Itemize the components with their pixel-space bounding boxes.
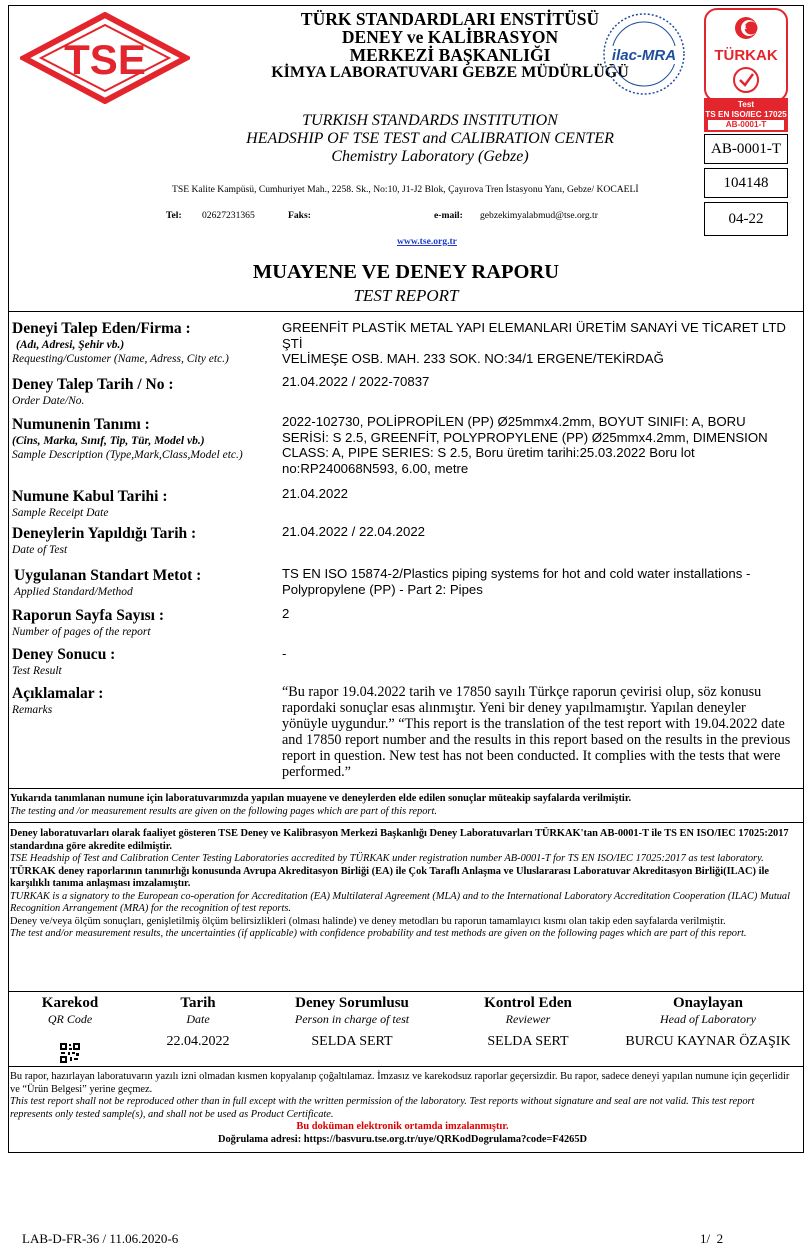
date-heading: Tarih <box>180 995 216 1011</box>
signature-reviewer <box>456 995 600 1050</box>
receipt-sub: Sample Receipt Date <box>12 507 109 519</box>
header-en-line2: HEADSHIP OF TSE TEST and CALIBRATION CENTER <box>246 130 614 147</box>
standard-value: TS EN ISO 15874-2/Plastics piping systems for hot and cold water installations - Polypropylene (PP) - Part 2: Pipes <box>282 566 751 597</box>
pages-label-group <box>12 607 282 639</box>
divider <box>8 311 804 312</box>
form-code: LAB-D-FR-36 / 11.06.2020-6 <box>22 1231 179 1246</box>
header-tr-line3: MERKEZİ BAŞKANLIĞI <box>349 45 551 65</box>
accreditation-number-box: AB-0001-T <box>704 134 788 164</box>
divider <box>8 822 804 823</box>
test-date-label-group <box>12 525 282 557</box>
address: TSE Kalite Kampüsü, Cumhuriyet Mah., 2258. Sk., No:10, J1-J2 Blok, Çayırova Tren İstasyonu Yanı, Gebze/ KOCAELİ <box>172 184 639 195</box>
note-uncertainty-tr: Deney ve/veya ölçüm sonuçları, genişletilmiş ölçüm belirsizlikleri (olması halinde) ve deney metodları bu raporun tamamlayıcı kısmı olan takip eden sayfalarda verilmiştir. <box>10 915 726 927</box>
receipt-label-group <box>12 488 282 520</box>
electronic-signature-note: Bu doküman elektronik ortamda imzalanmıştır. <box>296 1121 509 1132</box>
remarks-label-group <box>12 685 282 717</box>
note-results <box>10 793 795 818</box>
turkak-badge-line2: TS EN ISO/IEC 17025 <box>705 110 787 119</box>
footer-note-tr: Bu rapor, hazırlayan laboratuvarın yazılı izni olmadan kısmen kopyalanıp çoğaltılamaz. İmzasız ve karekodsuz raporlar geçersizdir. Bu rapor, sadece deneyi yapılan numune için geçerlidir ve “Ürün Belgesi” yerine geçmez. <box>10 1071 790 1095</box>
note-uncertainty-en: The test and/or measurement results, the uncertainties (if applicable) with confidence probability and test methods are given on the following pages which are part of this report. <box>10 928 747 939</box>
signature-qr <box>10 995 130 1068</box>
note-accreditation-tr: Deney laboratuvarları olarak faaliyet gösteren TSE Deney ve Kalibrasyon Merkezi Başkanlığı Deney Laboratuvarları TÜRKAK'tan AB-0001-T ile TS EN ISO/IEC 17025:2017 standardına göre akredite edilmiştir. <box>10 828 789 852</box>
note-results-en: The testing and /or measurement results are given on the following pages which are part of this report. <box>10 805 437 817</box>
sample-label: Numunenin Tanımı : <box>12 416 150 433</box>
turkak-logo-text: TÜRKAK <box>714 47 778 64</box>
header-tr-line4: KİMYA LABORATUVARI GEBZE MÜDÜRLÜĞÜ <box>271 64 629 81</box>
result-value: - <box>282 646 287 661</box>
customer-label-group <box>12 320 282 366</box>
reviewer-value: SELDA SERT <box>487 1034 569 1049</box>
head-of-lab-value: BURCU KAYNAR ÖZAŞIK <box>625 1034 791 1049</box>
pages-sub: Number of pages of the report <box>12 626 151 638</box>
header-tr-line1: TÜRK STANDARDLARI ENSTİTÜSÜ <box>300 9 600 29</box>
sample-sub2: Sample Description (Type,Mark,Class,Model etc.) <box>12 449 243 461</box>
verification-address[interactable]: Doğrulama adresi: https://basvuru.tse.org.tr/uye/QRKodDogrulama?code=F4265D <box>217 1133 588 1145</box>
header-tr-line2: DENEY ve KALİBRASYON <box>341 27 559 47</box>
turkak-badge-line3: AB-0001-T <box>708 120 784 130</box>
email-label: e-mail: <box>434 210 463 221</box>
signature-head-of-lab <box>614 995 802 1050</box>
sample-sub1: (Cins, Marka, Sınıf, Tip, Tür, Model vb.) <box>12 435 205 447</box>
remarks-sub: Remarks <box>12 704 53 716</box>
test-date-label: Deneylerin Yapıldığı Tarih : <box>12 525 197 542</box>
order-label-group <box>12 376 282 408</box>
qr-code-icon[interactable] <box>60 1043 80 1063</box>
customer-sub2: Requesting/Customer (Name, Adress, City etc.) <box>12 353 229 365</box>
standard-label: Uygulanan Standart Metot : <box>14 567 202 584</box>
reviewer-sub: Reviewer <box>505 1012 551 1026</box>
email-value[interactable]: gebzekimyalabmud@tse.org.tr <box>480 210 598 221</box>
result-label-group <box>12 646 282 678</box>
pages-value: 2 <box>282 606 290 621</box>
qr-sub: QR Code <box>47 1012 93 1026</box>
test-date-value: 21.04.2022 / 22.04.2022 <box>282 524 425 539</box>
receipt-label: Numune Kabul Tarihi : <box>12 488 168 505</box>
divider <box>8 1066 804 1067</box>
signature-date <box>138 995 258 1050</box>
header-en-line3: Chemistry Laboratory (Gebze) <box>331 148 529 165</box>
date-code-box: 04-22 <box>704 202 788 236</box>
customer-sub1: (Adı, Adresi, Şehir vb.) <box>16 339 125 351</box>
tse-logo-text: TSE <box>64 36 146 83</box>
remarks-label: Açıklamalar : <box>12 685 104 702</box>
turkak-badge <box>704 98 788 132</box>
date-value: 22.04.2022 <box>166 1034 230 1049</box>
receipt-value: 21.04.2022 <box>282 486 349 501</box>
turkak-badge-line1: Test <box>737 100 755 109</box>
result-sub: Test Result <box>12 665 62 677</box>
note-accreditation-en: TSE Headship of Test and Calibration Center Testing Laboratories accredited by TÜRKAK under registration number AB-0001-T for TS EN ISO/IEC 17025:2017 as test laboratory. <box>10 853 764 864</box>
ilac-mra-logo <box>598 10 690 98</box>
tel-value: 02627231365 <box>202 210 255 221</box>
standard-label-group <box>12 567 284 599</box>
page-number: 1/ 2 <box>700 1231 724 1246</box>
report-title: MUAYENE VE DENEY RAPORU <box>252 261 560 283</box>
note-accreditation <box>10 828 795 941</box>
header-en <box>200 112 660 166</box>
result-label: Deney Sonucu : <box>12 646 116 663</box>
tel-label: Tel: <box>166 210 182 221</box>
test-date-sub: Date of Test <box>12 544 68 556</box>
fax-label: Faks: <box>288 210 311 221</box>
header-en-line1: TURKISH STANDARDS INSTITUTION <box>302 112 558 129</box>
reviewer-heading: Kontrol Eden <box>484 995 572 1011</box>
footer-notes <box>10 1071 795 1146</box>
tse-logo <box>20 12 190 104</box>
order-label: Deney Talep Tarih / No : <box>12 376 174 393</box>
pages-label: Raporun Sayfa Sayısı : <box>12 607 165 624</box>
signature-person-in-charge <box>278 995 426 1050</box>
ilac-logo-text: ilac-MRA <box>611 47 677 64</box>
order-value: 21.04.2022 / 2022-70837 <box>282 374 430 389</box>
divider <box>8 991 804 992</box>
note-recognition-en: TURKAK is a signatory to the European co-operation for Accreditation (EA) Multilateral Agreement (MLA) and to the International Laboratory Accreditation Cooperation (ILAC) Mutual Recognition Arrangement (MRA) for the recognition of test reports. <box>10 890 790 914</box>
qr-heading: Karekod <box>41 995 99 1011</box>
website-link[interactable]: www.tse.org.tr <box>397 236 457 247</box>
footer-note-en: This test report shall not be reproduced other than in full except with the written permission of the laboratory. Test reports without signature and seal are not valid. This test report represents only tested sample(s), and shall not be used as Product Certificate. <box>10 1096 755 1120</box>
divider <box>8 788 804 789</box>
standard-sub: Applied Standard/Method <box>14 586 133 598</box>
note-recognition-tr: TÜRKAK deney raporlarının tanınırlığı konusunda Avrupa Akreditasyon Birliği (EA) ile Çok Taraflı Anlaşma ve Uluslararası Laboratuvar Akreditasyon Birliği(ILAC) ile karşılıklı tanıma anlaşması imzalamıştır. <box>10 865 769 889</box>
report-subtitle: TEST REPORT <box>353 286 459 305</box>
order-sub: Order Date/No. <box>12 395 85 407</box>
date-sub: Date <box>186 1012 210 1026</box>
person-in-charge-sub: Person in charge of test <box>294 1012 410 1026</box>
customer-value: GREENFİT PLASTİK METAL YAPI ELEMANLARI ÜRETİM SANAYİ VE TİCARET LTD ŞTİ VELİMEŞE OSB. MAH. 233 SOK. NO:34/1 ERGENE/TEKİRDAĞ <box>282 320 786 366</box>
turkak-logo <box>704 8 788 132</box>
sample-label-group <box>12 416 282 462</box>
sample-value: 2022-102730, POLİPROPİLEN (PP) Ø25mmx4.2mm, BOYUT SINIFI: A, BORU SERİSİ: S 2.5, GREENFİT, POLYPROPYLENE (PP) Ø25mmx4.2mm, DIMENSION CLASS: A, PIPE SERIES: S 2.5, Boru üretim tarihi:25.03.2022 Boru lot no:RP240068N593, 6.00, metre <box>282 414 768 476</box>
customer-label: Deneyi Talep Eden/Firma : <box>12 320 191 337</box>
person-in-charge-heading: Deney Sorumlusu <box>295 995 409 1011</box>
head-of-lab-heading: Onaylayan <box>672 995 744 1011</box>
head-of-lab-sub: Head of Laboratory <box>660 1012 756 1026</box>
note-results-tr: Yukarıda tanımlanan numune için laboratuvarımızda yapılan muayene ve deneylerden elde edilen sonuçlar müteakip sayfalarda verilmiştir. <box>10 793 632 804</box>
person-in-charge-value: SELDA SERT <box>311 1034 393 1049</box>
remarks-value: “Bu rapor 19.04.2022 tarih ve 17850 sayılı Türkçe raporun çevirisi olup, söz konusu rapordaki sonuçlar esas alınmıştır. Yeni bir deney yapılmamıştır. Yapılan deneyler yönüyle uygundur.” “This report is the translation of the test report with 19.04.2022 date and 17850 report number and the results in this report based on the results in the previous report in question. New test has not been conducted. It complies with the tests that were performed.” <box>282 684 791 780</box>
report-number-box: 104148 <box>704 168 788 198</box>
